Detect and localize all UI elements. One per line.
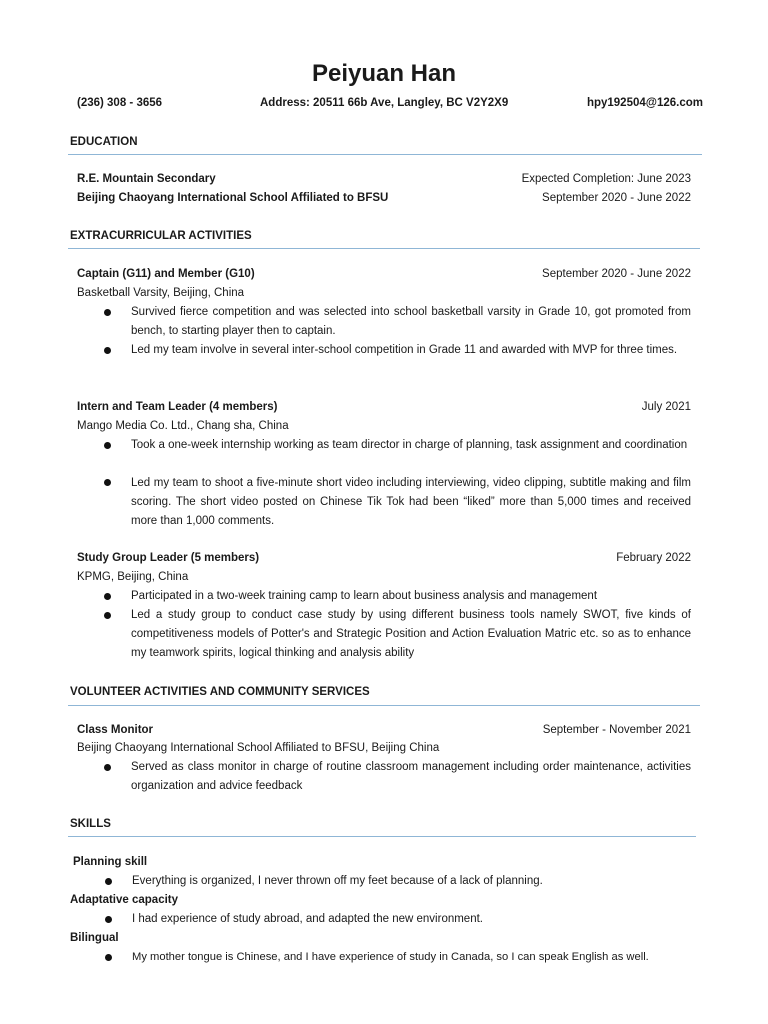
- entry-role: Intern and Team Leader (4 members): [77, 401, 278, 413]
- section-title-education: EDUCATION: [70, 136, 138, 148]
- section-title-volunteer: VOLUNTEER ACTIVITIES AND COMMUNITY SERVICES: [70, 686, 370, 698]
- section-divider: [68, 154, 702, 155]
- entry-org: KPMG, Beijing, China: [77, 571, 189, 583]
- skill-name: Bilingual: [70, 932, 119, 944]
- bullet-icon: [104, 442, 111, 449]
- entry-role: Class Monitor: [77, 724, 154, 736]
- education-date: Expected Completion: June 2023: [521, 173, 691, 185]
- section-divider: [68, 248, 700, 249]
- bullet-text: Survived fierce competition and was selected into school basketball varsity in Grade 10, got promoted from bench, to starting player then to captain.: [131, 306, 691, 337]
- bullet-icon: [104, 347, 111, 354]
- entry-date: September 2020 - June 2022: [542, 268, 691, 280]
- skill-detail: I had experience of study abroad, and adapted the new environment.: [132, 913, 483, 925]
- bullet-text: Participated in a two-week training camp to learn about business analysis and management: [131, 590, 598, 602]
- bullet-icon: [104, 309, 111, 316]
- entry-org: Mango Media Co. Ltd., Chang sha, China: [77, 420, 289, 432]
- bullet-icon: [104, 764, 111, 771]
- contact-email: hpy192504@126.com: [586, 97, 703, 109]
- bullet-icon: [104, 612, 111, 619]
- skill-detail: Everything is organized, I never thrown off my feet because of a lack of planning.: [132, 875, 543, 887]
- bullet-icon: [105, 916, 112, 923]
- bullet-icon: [105, 878, 112, 885]
- entry-org: Beijing Chaoyang International School Affiliated to BFSU, Beijing China: [77, 742, 440, 754]
- bullet-text: Served as class monitor in charge of routine classroom management including order maintenance, activities organization and advice feedback: [131, 761, 691, 792]
- section-title-extracurricular: EXTRACURRICULAR ACTIVITIES: [70, 230, 252, 242]
- entry-org: Basketball Varsity, Beijing, China: [77, 287, 245, 299]
- skill-name: Adaptative capacity: [70, 894, 179, 906]
- bullet-text: Led my team to shoot a five-minute short video including interviewing, video clipping, subtitle making and film scoring. The short video posted on Chinese Tik Tok had been “liked” more than 5,000 times and received more than 1,000 comments.: [131, 477, 691, 527]
- bullet-icon: [104, 593, 111, 600]
- education-school: Beijing Chaoyang International School Affiliated to BFSU: [77, 192, 389, 204]
- education-date: September 2020 - June 2022: [542, 192, 691, 204]
- contact-address: Address: 20511 66b Ave, Langley, BC V2Y2X9: [260, 97, 509, 109]
- entry-date: September - November 2021: [542, 724, 691, 736]
- bullet-text: Took a one-week internship working as team director in charge of planning, task assignment and coordination: [131, 439, 688, 451]
- entry-role: Captain (G11) and Member (G10): [77, 268, 255, 280]
- section-divider: [68, 705, 700, 706]
- entry-date: February 2022: [616, 552, 691, 564]
- skill-name: Planning skill: [73, 856, 148, 868]
- entry-role: Study Group Leader (5 members): [77, 552, 260, 564]
- bullet-text: Led my team involve in several inter-school competition in Grade 11 and awarded with MVP for three times.: [131, 344, 678, 356]
- bullet-icon: [104, 479, 111, 486]
- bullet-icon: [105, 954, 112, 961]
- education-school: R.E. Mountain Secondary: [77, 173, 216, 185]
- section-divider: [68, 836, 696, 837]
- resume-name: Peiyuan Han: [311, 60, 457, 87]
- section-title-skills: SKILLS: [70, 818, 111, 830]
- entry-date: July 2021: [641, 401, 691, 413]
- contact-phone: (236) 308 - 3656: [77, 97, 163, 109]
- bullet-text: Led a study group to conduct case study by using different business tools namely SWOT, five kinds of competitiveness models of Potter's and Strategic Position and Action Evaluation Matric etc. so as to enhance my teamwork spirits, logical thinking and analysis ability: [131, 609, 691, 659]
- skill-detail: My mother tongue is Chinese, and I have experience of study in Canada, so I can speak English as well.: [132, 951, 649, 963]
